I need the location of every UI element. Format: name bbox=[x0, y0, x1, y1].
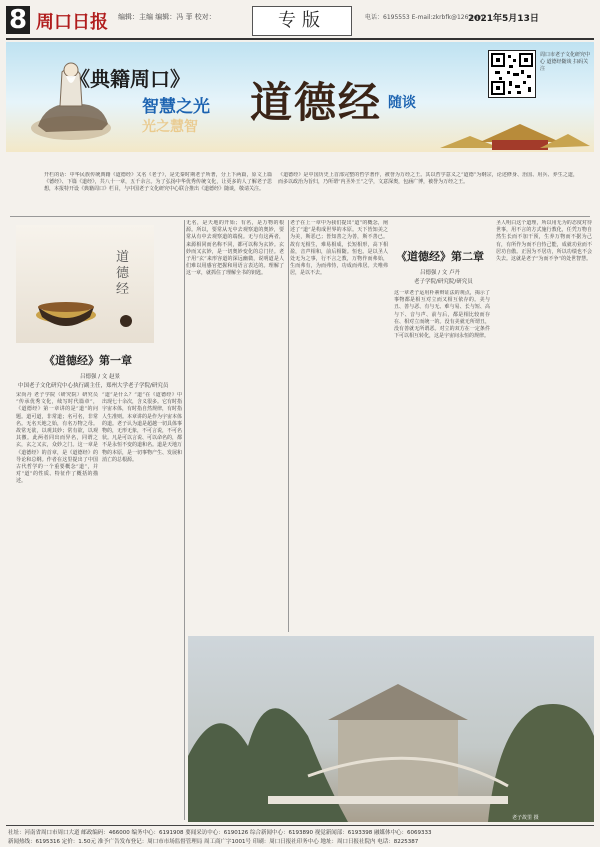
footer-line-1: 社址：河南省周口市周口大道 邮政编码：466000 编务中心：6191908 要闻采访中心：6190126 综合新闻中心：6193890 视觉新闻部：6193398 融媒体中心：6069333 bbox=[8, 830, 432, 836]
article-1-headline: 《道德经》第一章 bbox=[44, 354, 132, 367]
qr-code-icon[interactable] bbox=[488, 50, 536, 98]
palace-roofs-illustration bbox=[440, 118, 590, 152]
temple-photo-illustration bbox=[188, 636, 594, 822]
book-title: 道德经 bbox=[250, 78, 383, 127]
section-title: 专版 bbox=[252, 6, 352, 36]
banner-slogan-echo: 光之慧智 bbox=[142, 119, 198, 135]
laozi-temple-photo bbox=[188, 636, 594, 822]
editor-line: 编辑：主编 编辑：冯 菲 校对： bbox=[118, 13, 216, 21]
book-title-suffix: 随谈 bbox=[388, 95, 416, 111]
qr-caption: 周口市老子文化研究中心 道德经随谈 扫码关注 bbox=[540, 52, 591, 72]
column-divider bbox=[184, 220, 185, 820]
article-2-author: 吕德强 / 文 卢丹 bbox=[420, 270, 461, 276]
svg-text:经: 经 bbox=[116, 282, 130, 297]
article-2-headline: 《道德经》第二章 bbox=[396, 250, 484, 263]
masthead-rule bbox=[6, 38, 594, 40]
series-title: 《典籍周口》 bbox=[70, 67, 190, 91]
article-2-affiliation: 老子学院/研究院/研究员 bbox=[414, 279, 473, 285]
article-2-column-b: 这一章老子运用朴素辩证法的观点，揭示了事物都是相互对立而又相互依存的。美与丑、善与恶、有与无、难与易、长与短、高与下、音与声、前与后，都是相比较而存在、相对立而统一的。没有美就无所谓丑，没有善就无所谓恶。对立的双方在一定条件下可以相互转化，这是宇宙间永恒的规律。 bbox=[394, 290, 490, 340]
article-2-column-a: 老子在上一章中为我们提出“道”的概念，阐述了“道”是构成世界的本原。天下皆知美之为美，斯恶已；皆知善之为善，斯不善已。故有无相生，难易相成，长短相形，高下相盈，音声相和，前后相随。恒也。是以圣人处无为之事，行不言之教，万物作而弗始，生而弗有，为而弗恃，功成而弗居。夫唯弗居，是以不去。 bbox=[290, 220, 388, 277]
column-divider bbox=[288, 220, 289, 632]
article-1-column-a: 宋尚丹 老子学院（研究院）研究员 “传承优秀文化，续写时代篇章”，《道德经》第一章讲的是“道”的问题。道可道，非常道；名可名，非常名。无名天地之始，有名万物之母。故常无欲，以观其妙；常有欲，以观其徼。此两者同出而异名，同谓之玄，玄之又玄，众妙之门。这一章是《道德经》的首章，是《道德经》的导论和总纲。作者在这里提出了中国古代哲学的一个重要概念“道”，并对“道”的性质、特征作了概括的描述。 bbox=[16, 392, 98, 485]
newspaper-name: 周口日报 bbox=[36, 12, 108, 33]
intro-paragraph-2: 《道德经》是中国历史上首部完整的哲学著作，被誉为万经之王。其以哲学意义之“道德”为纲宗，论述修身、治国、用兵、养生之道，而多以政治为旨归，乃所谓“内圣外王”之学，文意深奥，包涵广博，被誉为万经之王。 bbox=[278, 172, 578, 186]
intro-paragraph-1: 开栏的话：中华民族传统典籍《道德经》又名《老子》，是先秦时期老子所著，分上下两篇，原文上篇《德经》、下篇《道经》，共八十一章，五千余言。为了弘扬中华优秀传统文化，让更多的人了解老子思想，本报特开设《典籍周口》栏目，与中国老子文化研究中心联合推出《道德经》随谈，敬请关注。 bbox=[44, 172, 272, 193]
article-1-column-c: 无名，是天地的开始；有名，是万物的根源。所以，要常从无中去观察道的奥妙，要常从有中去观察道的端倪。无与有这两者，来源相同而名称不同，都可以称为玄妙。玄妙而又玄妙，是一切奥妙变化的总门径。老子用“玄”来形容道的深远幽微，说明道是人们难以用感官把握和用语言表达的。理解了这一章，就抓住了理解全书的钥匙。 bbox=[186, 220, 284, 277]
issue-date: 2021年5月13日 bbox=[468, 14, 539, 24]
article-1-affiliation: 中国老子文化研究中心执行副主任，郑州大学老子学院/研究员 bbox=[18, 383, 169, 389]
article-1-column-b: “道”是什么？“道”在《道德经》中出现七十余次，含义很多。它有时指宇宙本体，有时指自然规律，有时指人生准则。本章讲的是作为宇宙本体的道。老子认为道是超越一切具体事物的，无形无象，不可言说，不可名状。凡是可以言说、可以命名的，都不是永恒不变的道和名。道是天地万物的本原，是一切事物产生、发展和消亡的总根源。 bbox=[102, 392, 182, 463]
page-number: 8 bbox=[6, 6, 30, 34]
intro-divider bbox=[10, 216, 590, 217]
tea-calligraphy-image bbox=[16, 225, 154, 343]
svg-text:德: 德 bbox=[116, 266, 130, 281]
article-2-column-c: 圣人明白这个道理，所以用无为的态度对待世事，用不言的方式施行教化，任凭万物自然生长而不加干预，生养万物而不据为己有，有所作为而不自恃己能，成就功业而不居功自傲。正因为不居功，所以功绩也不会失去。这就是老子“为而不争”的处世智慧。 bbox=[496, 220, 592, 263]
article-1-author: 吕德强 / 文 赵景 bbox=[80, 374, 121, 380]
svg-text:道: 道 bbox=[116, 250, 130, 265]
tea-cup-icon bbox=[16, 225, 154, 343]
footer-line-2: 新闻热线：6195316 定价：1.50元 准予广告发布登记：周口市市场监督管理局 周工商广字1001号 印刷：周口日报社印务中心 地址：周口日报社院内 电话：8225387 bbox=[8, 839, 419, 845]
banner-slogan: 智慧之光 bbox=[142, 97, 210, 117]
contact-line: 电话：6195553 E-mail:zkrbfk@126.com bbox=[365, 14, 484, 21]
photo-caption: 老子故里 摄 bbox=[512, 815, 539, 821]
